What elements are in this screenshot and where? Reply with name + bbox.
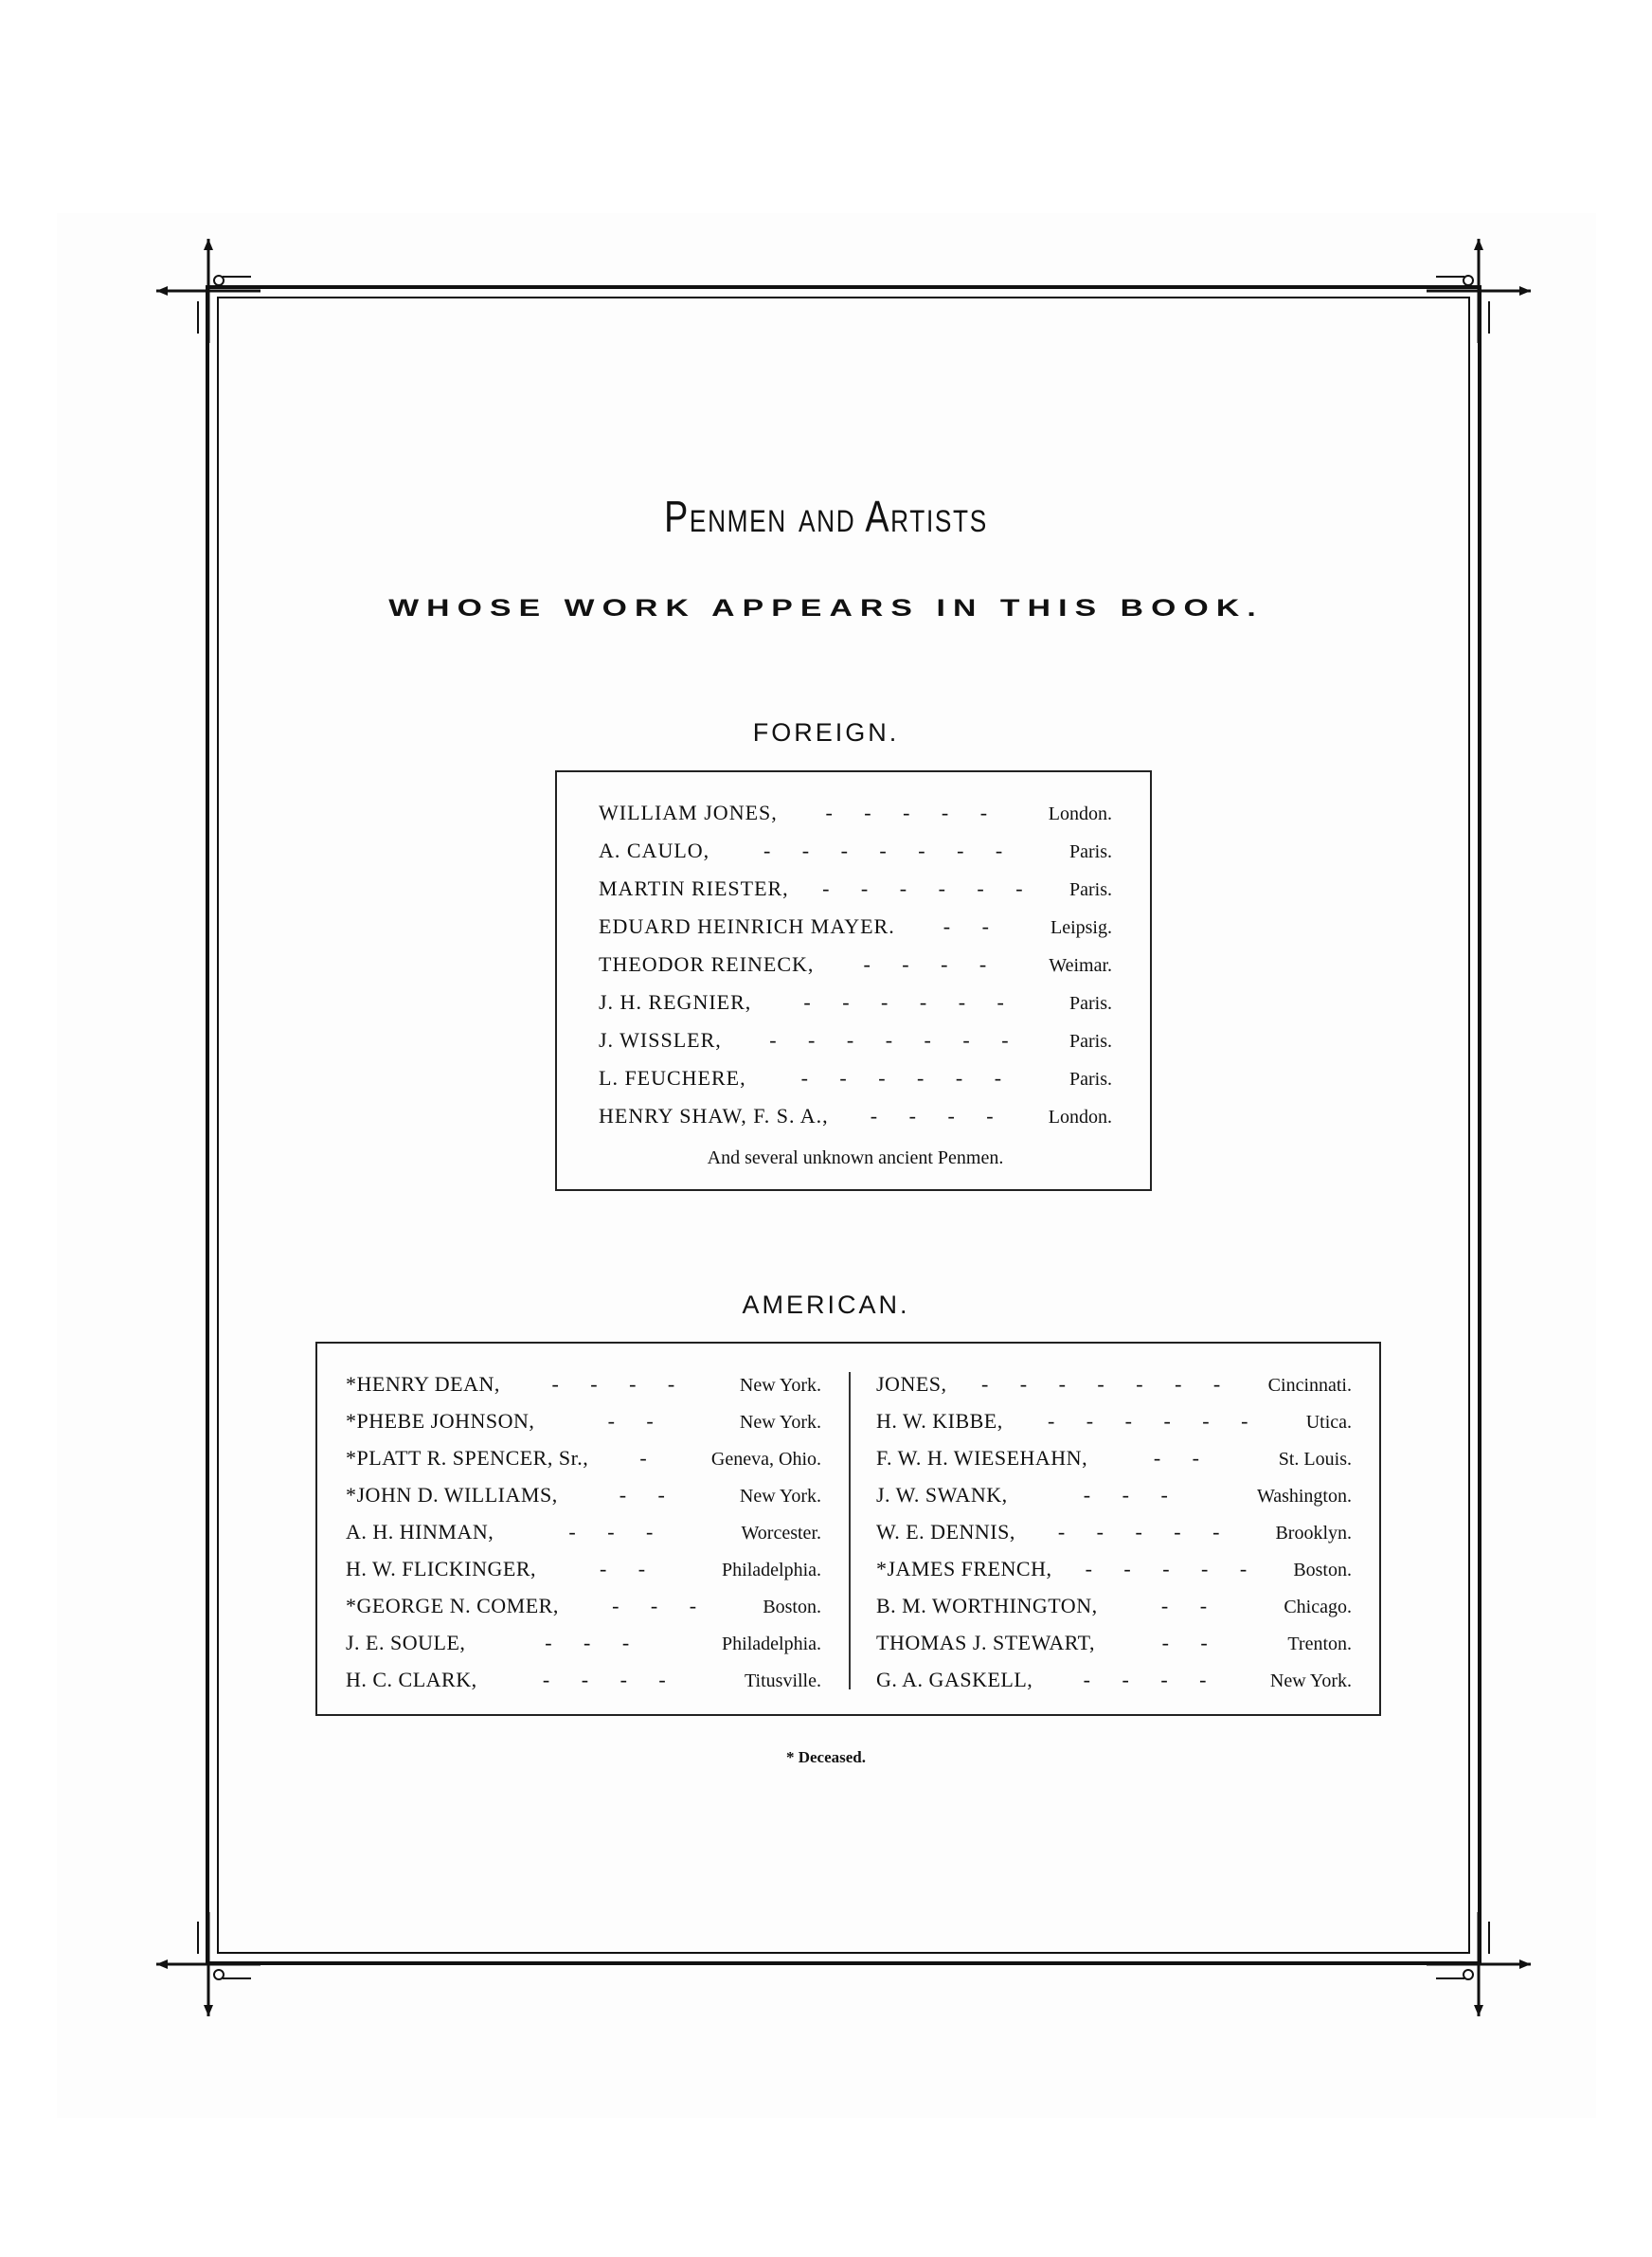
list-item: [599, 801, 1112, 839]
leader-dashes: - - - - - -: [1047, 1409, 1262, 1433]
artist-name: HENRY SHAW, F. S. A.,: [599, 1104, 829, 1128]
corner-ornament-bottom-right: [1427, 1912, 1531, 2016]
page-title-part-1: Penmen and: [664, 492, 866, 541]
leader-dashes: - - - - - -: [822, 876, 1036, 900]
artist-city: London.: [1048, 803, 1112, 824]
deceased-footnote: * Deceased.: [785, 1748, 867, 1766]
leader-dashes: - - - - -: [825, 801, 1001, 824]
artist-name: *HENRY DEAN,: [346, 1372, 500, 1396]
list-item: [876, 1631, 1352, 1669]
artist-city: Paris.: [1069, 879, 1112, 900]
leader-dashes: - - -: [612, 1594, 710, 1617]
american-heading: AMERICAN.: [742, 1291, 910, 1319]
artist-city: Weimar.: [1049, 955, 1112, 976]
artist-name: EDUARD HEINRICH MAYER.: [599, 914, 895, 938]
artist-city: Paris.: [1069, 993, 1112, 1014]
list-item: [346, 1409, 821, 1447]
list-item: [346, 1520, 821, 1558]
foreign-footer-note: And several unknown ancient Penmen.: [707, 1147, 1004, 1168]
list-item: [599, 990, 1112, 1028]
leader-dashes: - -: [1153, 1446, 1212, 1470]
artist-city: Philadelphia.: [722, 1560, 821, 1580]
corner-ornament-top-left: [156, 239, 260, 343]
leader-dashes: - -: [619, 1483, 678, 1507]
artist-city: Worcester.: [741, 1523, 821, 1544]
artist-city: Titusville.: [745, 1670, 821, 1691]
corner-ornament-top-right: [1427, 239, 1531, 343]
artist-name: THOMAS J. STEWART,: [876, 1631, 1095, 1654]
artist-city: Cincinnati.: [1267, 1375, 1352, 1396]
leader-dashes: - - - - - - -: [980, 1372, 1234, 1396]
artist-city: Leipsig.: [1050, 917, 1112, 938]
column-divider: [849, 1372, 851, 1689]
leader-dashes: - - - -: [551, 1372, 689, 1396]
artist-name: B. M. WORTHINGTON,: [876, 1594, 1098, 1617]
list-item: [346, 1557, 821, 1595]
artist-city: Washington.: [1256, 1486, 1352, 1507]
page-subtitle: WHOSE WORK APPEARS IN THIS BOOK.: [388, 595, 1264, 622]
artist-city: New York.: [739, 1375, 821, 1396]
artist-city: Paris.: [1069, 1069, 1112, 1090]
leader-dashes: - - -: [1083, 1483, 1181, 1507]
artist-city: Geneva, Ohio.: [710, 1449, 821, 1470]
artist-name: L. FEUCHERE,: [599, 1066, 746, 1090]
page-title-part-2: Artists: [865, 492, 988, 541]
artist-city: New York.: [739, 1412, 821, 1433]
artist-name: *JAMES FRENCH,: [876, 1557, 1052, 1580]
artist-name: *PLATT R. SPENCER, Sr.,: [346, 1446, 589, 1470]
artist-name: H. W. FLICKINGER,: [346, 1557, 537, 1580]
leader-dashes: - -: [1161, 1631, 1221, 1654]
list-item: [346, 1372, 821, 1410]
artist-city: New York.: [1269, 1670, 1352, 1691]
list-item: [346, 1631, 821, 1669]
leader-dashes: - - - - - -: [803, 990, 1017, 1014]
artist-name: WILLIAM JONES,: [599, 801, 778, 824]
leader-dashes: - - - -: [863, 952, 1000, 976]
list-item: [346, 1668, 821, 1706]
artist-name: A. CAULO,: [599, 839, 710, 862]
artist-name: MARTIN RIESTER,: [599, 876, 789, 900]
corner-ornament-bottom-left: [156, 1912, 260, 2016]
leader-dashes: - - - - - -: [800, 1066, 1015, 1090]
leader-dashes: - -: [1160, 1594, 1221, 1617]
list-item: [876, 1372, 1352, 1410]
list-item: [346, 1594, 821, 1632]
artist-name: *PHEBE JOHNSON,: [346, 1409, 535, 1433]
leader-dashes: - - - - -: [1085, 1557, 1261, 1580]
artist-city: Utica.: [1305, 1412, 1352, 1433]
list-item: [876, 1446, 1352, 1484]
list-item: [876, 1557, 1352, 1595]
leader-dashes: - - - -: [542, 1668, 679, 1691]
leader-dashes: - - - - - - -: [769, 1028, 1022, 1052]
list-item: [599, 952, 1112, 990]
artist-city: New York.: [739, 1486, 821, 1507]
list-item: [599, 914, 1112, 952]
artist-city: Trenton.: [1287, 1634, 1352, 1654]
list-item: [876, 1520, 1352, 1558]
list-item: [346, 1483, 821, 1521]
artist-city: St. Louis.: [1278, 1449, 1352, 1470]
leader-dashes: - - -: [545, 1631, 643, 1654]
page-title: [149, 491, 1503, 542]
artist-name: J. E. SOULE,: [346, 1631, 466, 1654]
leader-dashes: - - -: [568, 1520, 667, 1544]
leader-dashes: - - - - -: [1057, 1520, 1233, 1544]
artist-city: Boston.: [763, 1597, 821, 1617]
artist-name: F. W. H. WIESEHAHN,: [876, 1446, 1088, 1470]
list-item: [876, 1594, 1352, 1632]
artist-name: *JOHN D. WILLIAMS,: [346, 1483, 558, 1507]
foreign-list-box: [555, 770, 1152, 1191]
leader-dashes: - - - - - - -: [763, 839, 1016, 862]
artist-name: H. W. KIBBE,: [876, 1409, 1003, 1433]
foreign-heading: FOREIGN.: [752, 718, 900, 747]
list-item: [599, 1104, 1112, 1142]
artist-city: Paris.: [1069, 841, 1112, 862]
artist-city: Brooklyn.: [1275, 1523, 1352, 1544]
artist-name: A. H. HINMAN,: [346, 1520, 494, 1544]
artist-city: Paris.: [1069, 1031, 1112, 1052]
list-item: [876, 1409, 1352, 1447]
artist-city: Chicago.: [1284, 1597, 1352, 1617]
artist-name: J. W. SWANK,: [876, 1483, 1008, 1507]
leader-dashes: -: [639, 1446, 660, 1470]
list-item: [346, 1446, 821, 1484]
list-item: [599, 1066, 1112, 1104]
leader-dashes: - -: [599, 1557, 659, 1580]
american-list-box: [315, 1342, 1381, 1716]
artist-name: THEODOR REINECK,: [599, 952, 815, 976]
artist-name: *GEORGE N. COMER,: [346, 1594, 559, 1617]
artist-name: J. WISSLER,: [599, 1028, 722, 1052]
leader-dashes: - - - -: [870, 1104, 1007, 1128]
leader-dashes: - -: [607, 1409, 667, 1433]
list-item: [876, 1483, 1352, 1521]
leader-dashes: - -: [943, 914, 1002, 938]
artist-name: H. C. CLARK,: [346, 1668, 477, 1691]
artist-name: JONES,: [876, 1372, 947, 1396]
artist-city: London.: [1048, 1107, 1112, 1128]
leader-dashes: - - - -: [1083, 1668, 1220, 1691]
list-item: [599, 1028, 1112, 1066]
artist-name: G. A. GASKELL,: [876, 1668, 1033, 1691]
artist-name: J. H. REGNIER,: [599, 990, 752, 1014]
list-item: [599, 839, 1112, 876]
artist-city: Philadelphia.: [722, 1634, 821, 1654]
artist-name: W. E. DENNIS,: [876, 1520, 1015, 1544]
list-item: [599, 876, 1112, 914]
list-item: [876, 1668, 1352, 1706]
artist-city: Boston.: [1293, 1560, 1352, 1580]
